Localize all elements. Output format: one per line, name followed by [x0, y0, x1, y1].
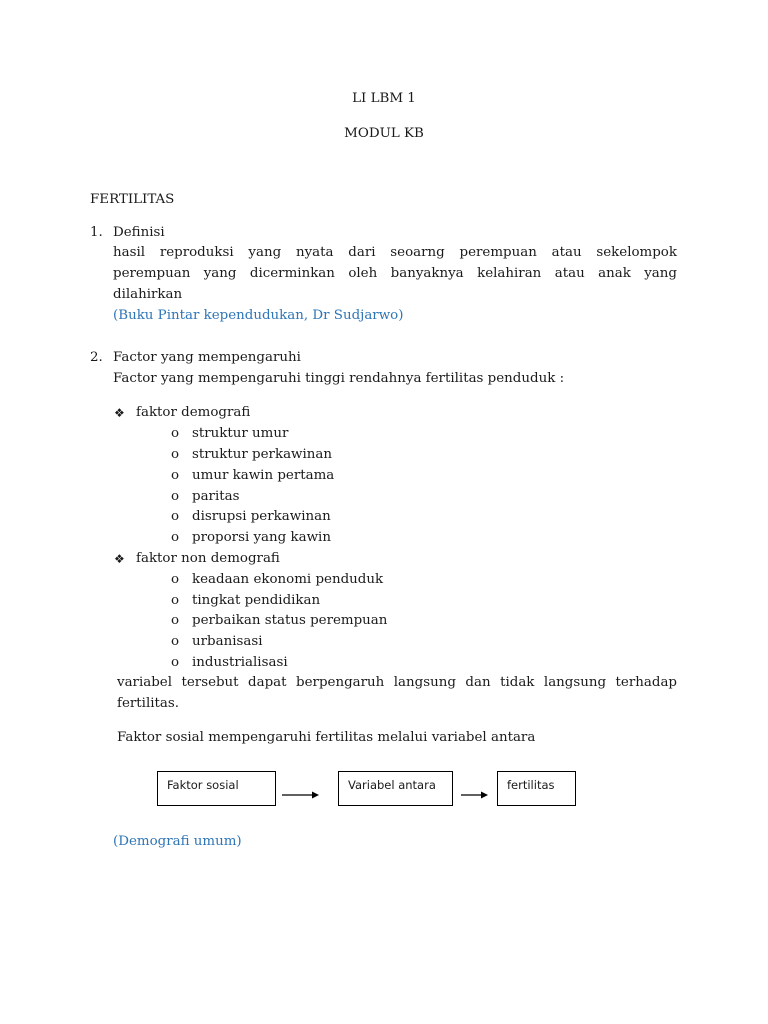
sub-bullet-icon: o — [171, 447, 180, 462]
definition-line: hasil reproduksi yang nyata dari seoarng perempuan atau sekelompok — [113, 245, 677, 260]
sub-bullet-icon: o — [171, 530, 180, 545]
group-label-demografi: faktor demografi — [136, 405, 251, 420]
sub-bullet-icon: o — [171, 593, 180, 608]
list-item: urbanisasi — [192, 634, 263, 649]
citation-demografi-umum: (Demografi umum) — [113, 834, 242, 849]
right-arrow-icon — [461, 789, 489, 801]
node-faktor-sosial: Faktor sosial — [157, 771, 276, 806]
group-label-non-demografi: faktor non demografi — [136, 551, 280, 566]
list-item: industrialisasi — [192, 655, 288, 670]
sub-bullet-icon: o — [171, 489, 180, 504]
node-fertilitas: fertilitas — [497, 771, 576, 806]
list-item: struktur perkawinan — [192, 447, 333, 462]
sub-bullet-icon: o — [171, 655, 180, 670]
item-1-title: Definisi — [113, 225, 165, 240]
list-item: tingkat pendidikan — [192, 593, 321, 608]
list-item: struktur umur — [192, 426, 289, 441]
sub-bullet-icon: o — [171, 634, 180, 649]
definition-line: dilahirkan — [113, 286, 183, 302]
sub-bullet-icon: o — [171, 468, 180, 483]
right-arrow-icon — [282, 789, 320, 801]
definition-line: perempuan yang dicerminkan oleh banyaknya kelahiran atau anak yang — [113, 265, 677, 281]
diamond-bullet-icon: ❖ — [114, 406, 125, 420]
note-line: variabel tersebut dapat berpengaruh langsung dan tidak langsung terhadap — [117, 675, 677, 690]
list-item: paritas — [192, 489, 240, 504]
document-subtitle: MODUL KB — [344, 126, 424, 141]
citation-buku-pintar: (Buku Pintar kependudukan, Dr Sudjarwo) — [113, 308, 404, 323]
list-item: perbaikan status perempuan — [192, 613, 388, 628]
sub-bullet-icon: o — [171, 509, 180, 524]
sub-bullet-icon: o — [171, 613, 180, 628]
item-2-intro: Factor yang mempengaruhi tinggi rendahnya fertilitas penduduk : — [113, 371, 565, 386]
social-factor-line: Faktor sosial mempengaruhi fertilitas melalui variabel antara — [117, 730, 536, 745]
note-line: fertilitas. — [117, 695, 180, 711]
list-item: keadaan ekonomi penduduk — [192, 572, 384, 587]
document-title: LI LBM 1 — [352, 91, 416, 106]
note-paragraph — [117, 673, 677, 715]
section-heading: FERTILITAS — [90, 192, 175, 207]
item-2-title: Factor yang mempengaruhi — [113, 350, 301, 365]
item-1-number: 1. — [90, 225, 103, 240]
node-variabel-antara: Variabel antara — [338, 771, 453, 806]
sub-bullet-icon: o — [171, 426, 180, 441]
diamond-bullet-icon: ❖ — [114, 552, 125, 566]
list-item: umur kawin pertama — [192, 468, 335, 483]
list-item: proporsi yang kawin — [192, 530, 331, 545]
definition-paragraph — [113, 243, 677, 305]
item-2-number: 2. — [90, 350, 103, 365]
list-item: disrupsi perkawinan — [192, 509, 331, 524]
sub-bullet-icon: o — [171, 572, 180, 587]
